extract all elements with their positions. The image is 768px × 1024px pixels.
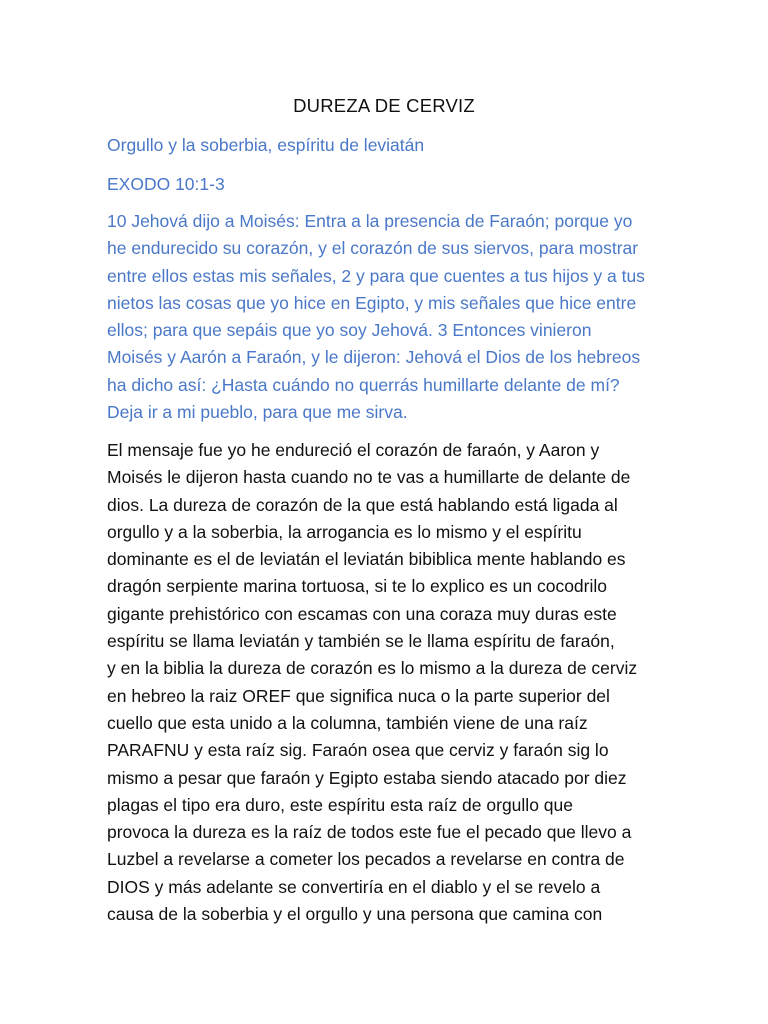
scripture-line: nietos las cosas que yo hice en Egipto, y mis señales que hice entre	[107, 292, 637, 313]
body-line: plagas el tipo era duro, este espíritu esta raíz de orgullo que	[107, 794, 573, 815]
scripture-passage	[107, 208, 667, 426]
scripture-line: entre ellos estas mis señales, 2 y para que cuentes a tus hijos y a tus	[107, 265, 645, 286]
body-line: espíritu se llama leviatán y también se le llama espíritu de faraón,	[107, 631, 615, 652]
scripture-line: 10 Jehová dijo a Moisés: Entra a la presencia de Faraón; porque yo	[107, 211, 633, 231]
body-line: cuello que esta unido a la columna, también viene de una raíz	[107, 712, 588, 733]
body-line: dios. La dureza de corazón de la que está hablando está ligada al	[107, 494, 618, 515]
body-line: DIOS y más adelante se convertiría en el diablo y el se revelo a	[107, 876, 601, 897]
body-line: causa de la soberbia y el orgullo y una persona que camina con	[107, 904, 603, 925]
body-line: gigante prehistórico con escamas con una coraza muy duras este	[107, 603, 617, 624]
body-line: dominante es el de leviatán el leviatán bibiblica mente hablando es	[107, 549, 626, 570]
scripture-line: ellos; para que sepáis que yo soy Jehová. 3 Entonces vinieron	[107, 320, 592, 341]
document-subtitle: Orgullo y la soberbia, espíritu de leviatán	[107, 135, 425, 155]
scripture-line: ha dicho así: ¿Hasta cuándo no querrás humillarte delante de mí?	[107, 374, 620, 395]
scripture-reference: EXODO 10:1-3	[107, 174, 225, 194]
body-line: dragón serpiente marina tortuosa, si te lo explico es un cocodrilo	[107, 576, 607, 597]
scripture-line: Moisés y Aarón a Faraón, y le dijeron: Jehová el Dios de los hebreos	[107, 347, 641, 368]
body-paragraph	[107, 437, 667, 928]
body-line: mismo a pesar que faraón y Egipto estaba siendo atacado por diez	[107, 767, 627, 788]
document-title: DUREZA DE CERVIZ	[293, 95, 475, 116]
body-line: orgullo y a la soberbia, la arrogancia es lo mismo y el espíritu	[107, 521, 582, 542]
body-line: y en la biblia la dureza de corazón es lo mismo a la dureza de cerviz	[107, 658, 638, 679]
body-line: El mensaje fue yo he endureció el corazón de faraón, y Aaron y	[107, 440, 600, 460]
scripture-line: Deja ir a mi pueblo, para que me sirva.	[107, 402, 408, 423]
body-line: PARAFNU y esta raíz sig. Faraón osea que cerviz y faraón sig lo	[107, 740, 609, 761]
scripture-line: he endurecido su corazón, y el corazón de sus siervos, para mostrar	[107, 238, 639, 259]
body-line: provoca la dureza es la raíz de todos este fue el pecado que llevo a	[107, 822, 632, 843]
body-line: Moisés le dijeron hasta cuando no te vas a humillarte de delante de	[107, 467, 631, 488]
body-line: en hebreo la raiz OREF que significa nuca o la parte superior del	[107, 685, 610, 706]
body-line: Luzbel a revelarse a cometer los pecados a revelarse en contra de	[107, 849, 625, 870]
